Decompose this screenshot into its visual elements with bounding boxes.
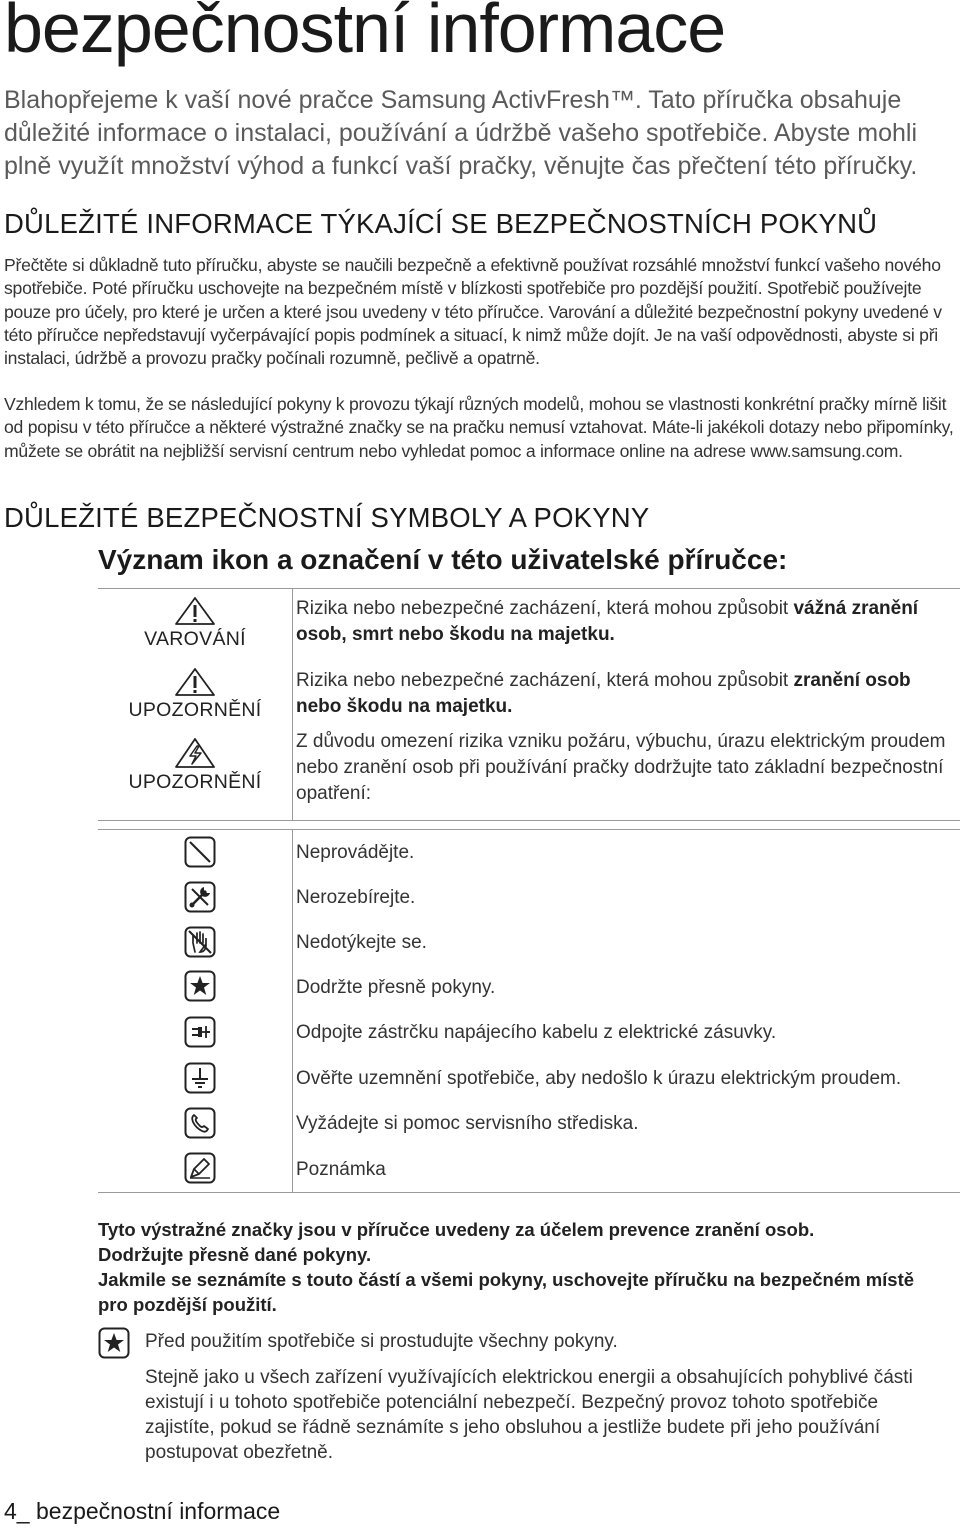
warning-triangle-icon	[174, 596, 216, 626]
warning-label: VAROVÁNÍ	[144, 628, 246, 650]
prohibited-icon	[184, 836, 216, 868]
safety-info-paragraph-2: Vzhledem k tomu, že se následující pokyny k provozu týkají různých modelů, mohou se vlastnosti konkrétní pračky mírně lišit od popisu v této příručce a některé výstražné značky se na pračku nemusí vztahovat. Máte-li jakékoli dotazy nebo připomínky, můžete se obrátit na nejbližší servisní centrum nebo vyhledat pomoc a informace online na adrese www.samsung.com.	[4, 394, 954, 461]
footer-label: bezpečnostní informace	[35, 1498, 281, 1524]
intro-paragraph: Blahopřejeme k vaší nové pračce Samsung ActivFresh™. Tato příručka obsahuje důležité informace o instalaci, používání a údržbě vašeho spotřebiče. Abyste mohli plně využít množství výhod a funkcí vaší pračky, věnujte čas přečtení této příručky.	[4, 86, 918, 180]
electric-shock-triangle-icon	[174, 737, 216, 769]
caution-row	[98, 667, 292, 722]
electric-caution-description: Z důvodu omezení rizika vzniku požáru, výbuchu, úrazu elektrickým proudem nebo zranění osob při používání pračky dodržujte tato základní bezpečnostní opatření:	[296, 731, 946, 804]
safety-info-paragraph-1: Přečtěte si důkladně tuto příručku, abyste se naučili bezpečně a efektivně používat rozsáhlé množství funkcí vašeho nového spotřebiče. Poté příručku uschovejte na bezpečném místě v blízkosti spotřebiče pro pozdější použití. Spotřebič používejte pouze pro účely, pro které je určen a které jsou uvedeny v této příručce. Varování a důležité bezpečnostní pokyny uvedené v této příručce nepředstavují vyčerpávající popis podmínek a situací, k nimž může dojít. Je na vaší odpovědnosti, abyste si při instalaci, údržbě a provozu pračky počínali rozumně, pečlivě a opatrně.	[4, 255, 942, 369]
service-phone-icon	[184, 1107, 216, 1139]
caution-description: Rizika nebo nebezpečné zacházení, která mohou způsobit zranění osob nebo škodu na majetku.	[296, 670, 911, 717]
symbol-text: Vyžádejte si pomoc servisního střediska.	[296, 1113, 639, 1134]
symbol-text: Poznámka	[296, 1159, 386, 1180]
symbol-text: Nedotýkejte se.	[296, 932, 427, 953]
warning-row	[98, 596, 292, 651]
no-touch-icon	[184, 926, 216, 958]
table-rule	[98, 1192, 960, 1193]
table-rule	[98, 588, 960, 589]
final-paragraph: Stejně jako u všech zařízení využívajících elektrickou energii a obsahujících pohyblivé části existují i u tohoto spotřebiče potenciální nebezpečí. Bezpečný provoz tohoto spotřebiče zajistíte, pokud se řádně seznámíte s jeho obsluhou a jestliže budete při jeho používání postupovat obezřetně.	[145, 1367, 913, 1463]
unplug-icon	[184, 1016, 216, 1048]
table-divider	[292, 588, 293, 820]
page-number: 4_	[4, 1498, 30, 1524]
symbol-text: Nerozebírejte.	[296, 887, 416, 908]
caution-label: UPOZORNĚNÍ	[128, 699, 262, 721]
safety-note: Tyto výstražné značky jsou v příručce uvedeny za účelem prevence zranění osob. Dodržujte přesně dané pokyny. Jakmile se seznámíte s touto částí a všemi pokyny, uschovejte příručku na bezpečném místě pro pozdější použití.	[98, 1219, 915, 1315]
symbols-subheading: Význam ikon a označení v této uživatelské příručce:	[98, 544, 788, 575]
star-instruction-icon	[98, 1327, 130, 1359]
star-instruction-icon	[184, 970, 216, 1002]
symbol-text: Ověřte uzemnění spotřebiče, aby nedošlo k úrazu elektrickým proudem.	[296, 1068, 902, 1089]
read-instructions-text: Před použitím spotřebiče si prostudujte všechny pokyny.	[145, 1331, 618, 1352]
symbol-text: Dodržte přesně pokyny.	[296, 977, 496, 998]
symbol-text: Neprovádějte.	[296, 842, 415, 863]
symbols-heading: DŮLEŽITÉ BEZPEČNOSTNÍ SYMBOLY A POKYNY	[4, 502, 650, 533]
caution-triangle-icon	[174, 667, 216, 697]
caution-label: UPOZORNĚNÍ	[128, 771, 262, 793]
ground-icon	[184, 1062, 216, 1094]
warning-description: Rizika nebo nebezpečné zacházení, která mohou způsobit vážná zranění osob, smrt nebo škodu na majetku.	[296, 598, 919, 645]
table-divider	[292, 829, 293, 1192]
electric-caution-row	[98, 737, 292, 794]
page-footer	[4, 1498, 280, 1525]
safety-info-heading: DŮLEŽITÉ INFORMACE TÝKAJÍCÍ SE BEZPEČNOSTNÍCH POKYNŮ	[4, 208, 878, 239]
page-title: bezpečnostní informace	[4, 0, 726, 67]
table-rule	[98, 829, 960, 830]
symbol-text: Odpojte zástrčku napájecího kabelu z elektrické zásuvky.	[296, 1022, 777, 1043]
no-disassembly-icon	[184, 881, 216, 913]
table-rule	[98, 820, 960, 821]
note-icon	[184, 1152, 216, 1184]
